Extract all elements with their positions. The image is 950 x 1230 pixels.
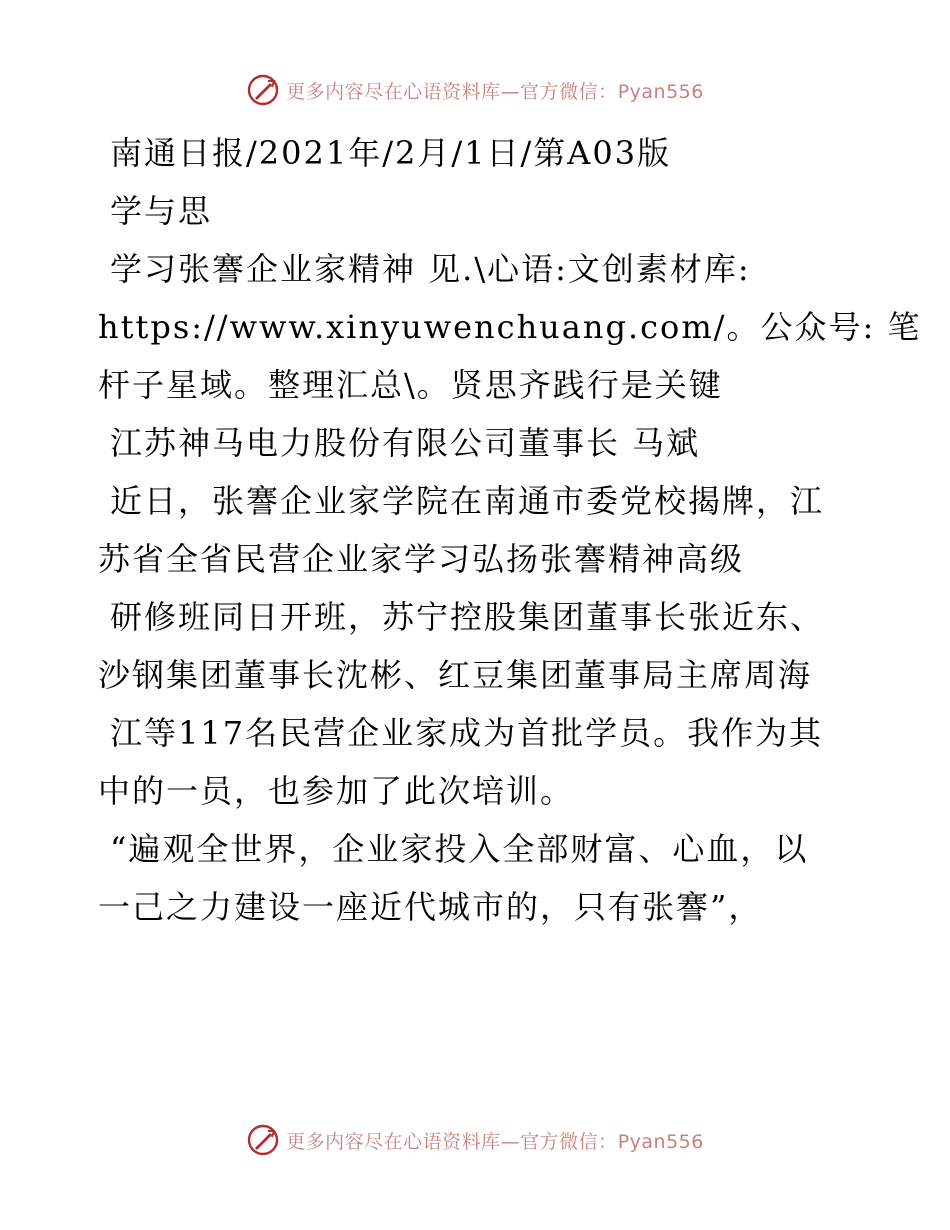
- footer-banner: [0, 1120, 950, 1160]
- banner-main-text: 更多内容尽在心语资料库: [286, 80, 501, 103]
- banner-wechat-id: Pyan556: [617, 80, 704, 103]
- banner-wechat-label: 官方微信：: [520, 80, 618, 103]
- banner-text: [286, 77, 704, 104]
- paragraph-line: 苏省全省民营企业家学习弘扬张謇精神高级: [98, 540, 745, 578]
- paragraph-line: 沙钢集团董事长沈彬、红豆集团董事局主席周海: [98, 656, 813, 694]
- paragraph-line: “遍观全世界，企业家投入全部财富、心血，以: [110, 830, 809, 868]
- banner-dash: —: [500, 1130, 521, 1153]
- paragraph-line: 一己之力建设一座近代城市的，只有张謇”，: [98, 888, 763, 926]
- paragraph-line: 中的一员，也参加了此次培训。: [98, 772, 575, 810]
- banner-main-text: 更多内容尽在心语资料库: [286, 1130, 501, 1153]
- quill-logo-icon: [246, 1123, 280, 1157]
- author-line: 江苏神马电力股份有限公司董事长 马斌: [110, 424, 701, 462]
- article-title-line-1: 学习张謇企业家精神 见.\心语:文创素材库:: [110, 250, 751, 288]
- article-title-line-3: 杆子星域。整理汇总\。贤思齐践行是关键: [98, 366, 723, 404]
- article-title-line-2: https://www.xinyuwenchuang.com/。公众号: 笔: [98, 308, 922, 346]
- paragraph-line: 近日，张謇企业家学院在南通市委党校揭牌，江: [110, 482, 825, 520]
- banner-wechat-label: 官方微信：: [520, 1130, 618, 1153]
- quill-logo-icon: [246, 73, 280, 107]
- paragraph-line: 江等117名民营企业家成为首批学员。我作为其: [110, 714, 824, 752]
- header-banner: [0, 70, 950, 110]
- banner-wechat-id: Pyan556: [617, 1130, 704, 1153]
- source-line: 南通日报/2021年/2月/1日/第A03版: [110, 134, 672, 172]
- section-title: 学与思: [110, 192, 213, 230]
- paragraph-line: 研修班同日开班，苏宁控股集团董事长张近东、: [110, 598, 825, 636]
- document-body: [98, 124, 922, 936]
- banner-text: [286, 1127, 704, 1154]
- banner-dash: —: [500, 80, 521, 103]
